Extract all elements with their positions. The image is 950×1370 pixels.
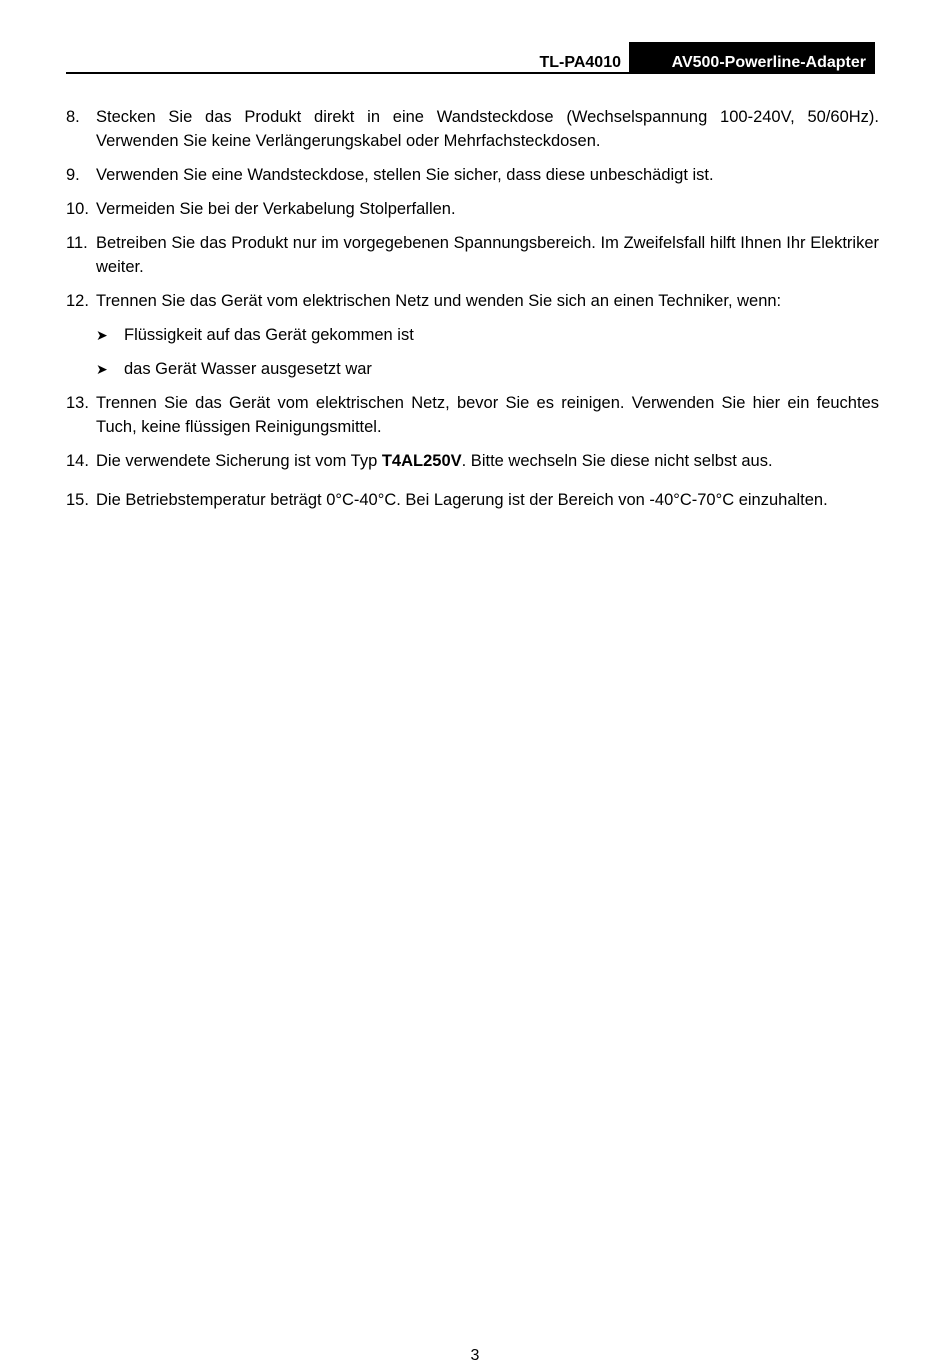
list-item-12 <box>66 289 879 313</box>
list-item-8 <box>66 105 879 153</box>
item-text: Betreiben Sie das Produkt nur im vorgegebenen Spannungsbereich. Im Zweifelsfall hilft Ihnen Ihr Elektriker weiter. <box>96 234 879 276</box>
page-header <box>66 42 875 74</box>
item-text: Trennen Sie das Gerät vom elektrischen Netz und wenden Sie sich an einen Techniker, wenn: <box>96 292 782 310</box>
item-number: 10. <box>66 200 89 218</box>
list-item-11 <box>66 231 879 279</box>
item-number: 14. <box>66 452 89 470</box>
item-number: 8. <box>66 108 80 126</box>
bullet-text: das Gerät Wasser ausgesetzt war <box>124 360 372 378</box>
list-item-15 <box>66 488 879 512</box>
item-text: Stecken Sie das Produkt direkt in eine Wandsteckdose (Wechselspannung 100-240V, 50/60Hz). Verwenden Sie keine Verlängerungskabel oder Mehrfachsteckdosen. <box>96 108 879 150</box>
arrow-bullet-icon: ➤ <box>96 327 108 343</box>
item-number: 13. <box>66 394 89 412</box>
item-number: 9. <box>66 166 80 184</box>
item-text-before: Die verwendete Sicherung ist vom Typ <box>96 452 382 470</box>
item-text <box>96 452 773 470</box>
safety-instructions-list <box>66 105 879 522</box>
header-rule <box>66 72 875 74</box>
product-title: AV500-Powerline-Adapter <box>671 54 866 71</box>
list-item-14 <box>66 449 879 473</box>
page-number: 3 <box>470 1347 480 1364</box>
item-text-after: . Bitte wechseln Sie diese nicht selbst aus. <box>461 452 773 470</box>
list-item-13 <box>66 391 879 439</box>
product-title-box <box>629 42 875 74</box>
bullet-item <box>66 323 879 347</box>
fuse-type: T4AL250V <box>381 452 462 470</box>
item-text: Die Betriebstemperatur beträgt 0°C-40°C. Bei Lagerung ist der Bereich von -40°C-70°C einzuhalten. <box>96 491 828 509</box>
arrow-bullet-icon: ➤ <box>96 361 108 377</box>
item-text: Vermeiden Sie bei der Verkabelung Stolperfallen. <box>96 200 456 218</box>
bullet-text: Flüssigkeit auf das Gerät gekommen ist <box>124 326 414 344</box>
item-number: 11. <box>66 234 88 252</box>
item-number: 15. <box>66 491 89 509</box>
item-text: Verwenden Sie eine Wandsteckdose, stellen Sie sicher, dass diese unbeschädigt ist. <box>96 166 714 184</box>
list-item-10 <box>66 197 879 221</box>
bullet-item <box>66 357 879 381</box>
list-item-9 <box>66 163 879 187</box>
model-name: TL-PA4010 <box>539 54 621 71</box>
item-number: 12. <box>66 292 89 310</box>
item-text: Trennen Sie das Gerät vom elektrischen Netz, bevor Sie es reinigen. Verwenden Sie hier ein feuchtes Tuch, keine flüssigen Reinigungsmittel. <box>96 394 879 436</box>
